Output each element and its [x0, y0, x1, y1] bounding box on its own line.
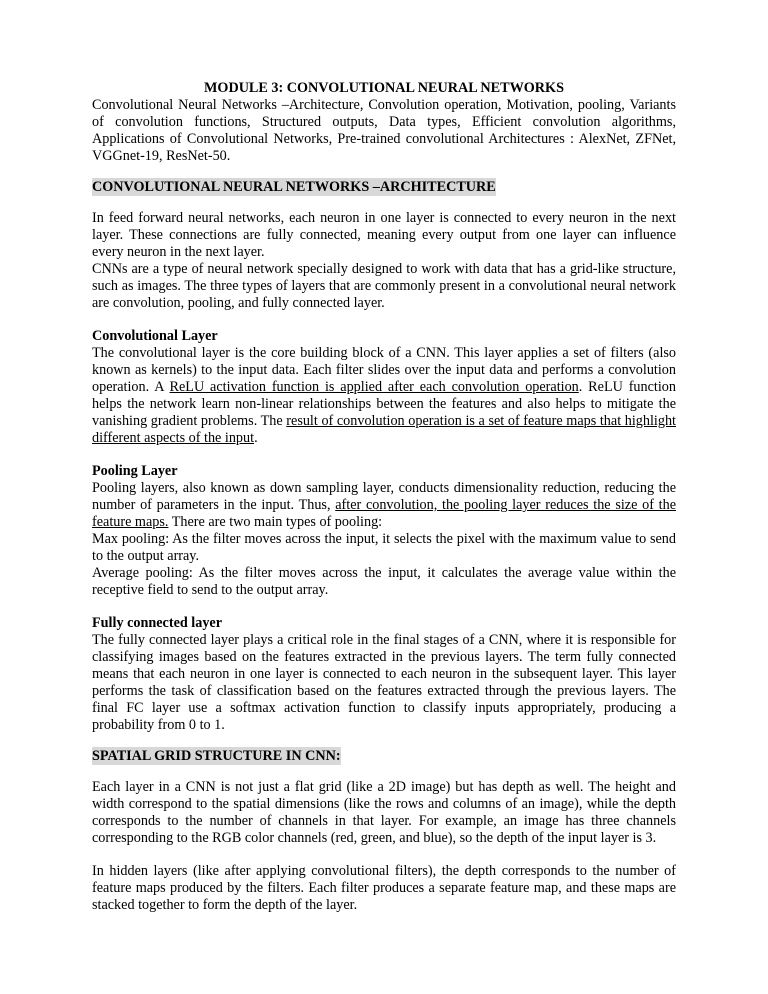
- paragraph-pooling-layer: [92, 480, 676, 531]
- pool-underline-reduces: after convolution, the pooling layer reduces the size of the feature maps.: [92, 497, 676, 530]
- paragraph-convolutional-layer: [92, 345, 676, 447]
- paragraph-average-pooling: Average pooling: As the filter moves across the input, it calculates the average value within the receptive field to send to the output array.: [92, 565, 676, 598]
- conv-underline-feature-maps: result of convolution operation is a set of feature maps that highlight different aspects of the input: [92, 413, 676, 446]
- module-title: MODULE 3: CONVOLUTIONAL NEURAL NETWORKS: [204, 80, 564, 96]
- paragraph-spatial-depth: Each layer in a CNN is not just a flat grid (like a 2D image) but has depth as well. The height and width correspond to the spatial dimensions (like the rows and columns of an image), while the depth corresponds to the number of channels in that layer. For example, an image has three channels corresponding to the RGB color channels (red, green, and blue), so the depth of the input layer is 3.: [92, 779, 676, 846]
- pool-text-a: Pooling layers, also known as down sampling layer, conducts dimensionality reduction, reducing the number of parameters in the input. Thus,: [92, 480, 676, 513]
- pool-text-b: There are two main types of pooling:: [168, 514, 383, 530]
- paragraph-hidden-layers: In hidden layers (like after applying convolutional filters), the depth corresponds to the number of feature maps produced by the filters. Each filter produces a separate feature map, and these maps are stacked together to form the depth of the layer.: [92, 863, 676, 913]
- paragraph-fully-connected-layer: The fully connected layer plays a critical role in the final stages of a CNN, where it is responsible for classifying images based on the features extracted in the previous layers. The term fully connected means that each neuron in one layer is connected to each neuron in the subsequent layer. This layer performs the task of classification based on the features extracted through the previous layers. The final FC layer use a softmax activation function to classify inputs appropriately, producing a probability from 0 to 1.: [92, 632, 676, 733]
- conv-text-c: .: [254, 430, 258, 446]
- conv-text-b: . ReLU function helps the network learn non-linear relationships between the features and also helps to mitigate the vanishing gradient problems. The: [92, 379, 676, 429]
- paragraph-max-pooling: Max pooling: As the filter moves across the input, it selects the pixel with the maximum value to send to the output array.: [92, 531, 676, 564]
- section-heading-architecture-text: CONVOLUTIONAL NEURAL NETWORKS –ARCHITECTURE: [92, 179, 496, 195]
- subheading-pooling-layer: Pooling Layer: [92, 463, 178, 479]
- conv-underline-relu: ReLU activation function is applied after each convolution operation: [169, 379, 579, 395]
- section-heading-spatial-grid: [92, 748, 676, 765]
- section-heading-spatial-grid-text: SPATIAL GRID STRUCTURE IN CNN:: [92, 748, 341, 764]
- subheading-fully-connected-layer: Fully connected layer: [92, 615, 223, 631]
- paragraph-cnn-intro: CNNs are a type of neural network specially designed to work with data that has a grid-like structure, such as images. The three types of layers that are commonly present in a convolutional neural network are convolution, pooling, and fully connected layer.: [92, 261, 676, 311]
- module-intro: Convolutional Neural Networks –Architecture, Convolution operation, Motivation, pooling, Variants of convolution functions, Structured outputs, Data types, Efficient convolution algorithms, Applications of Convolutional Networks, Pre-trained convolutional Architectures : AlexNet, ZFNet, VGGnet-19, ResNet-50.: [92, 97, 676, 164]
- paragraph-feed-forward: In feed forward neural networks, each neuron in one layer is connected to every neuron in the next layer. These connections are fully connected, meaning every output from one layer can influence every neuron in the next layer.: [92, 210, 676, 260]
- section-heading-architecture: [92, 179, 676, 196]
- conv-text-a: The convolutional layer is the core building block of a CNN. This layer applies a set of filters (also known as kernels) to the input data. Each filter slides over the input data and performs a convolution operation. A: [92, 345, 676, 395]
- subheading-convolutional-layer: Convolutional Layer: [92, 328, 218, 344]
